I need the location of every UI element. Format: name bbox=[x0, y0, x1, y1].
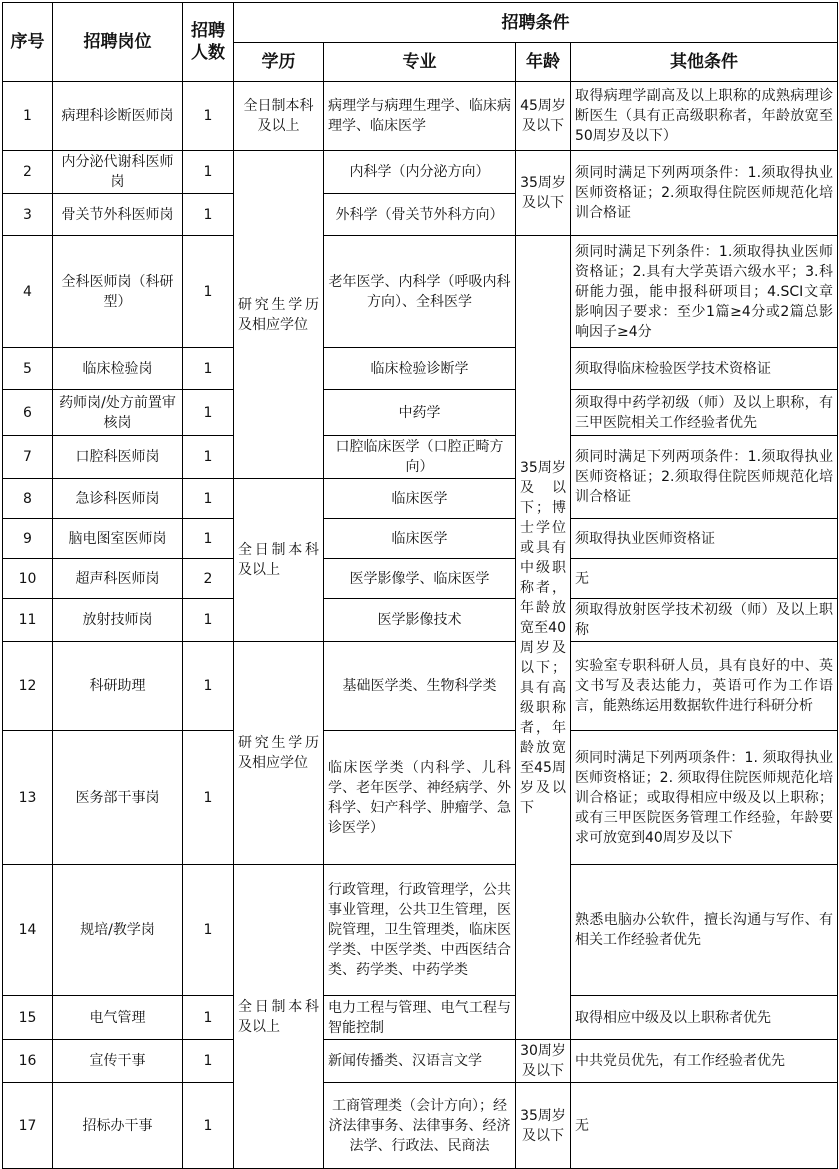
cell-position: 宣传干事 bbox=[53, 1040, 183, 1083]
header-conditions: 招聘条件 bbox=[234, 3, 838, 43]
table-row bbox=[3, 82, 838, 151]
cell-major: 基础医学类、生物科学类 bbox=[324, 642, 516, 731]
cell-position: 骨关节外科医师岗 bbox=[53, 194, 183, 236]
cell-major: 口腔临床医学（口腔正畸方向） bbox=[324, 436, 516, 479]
cell-position: 科研助理 bbox=[53, 642, 183, 731]
table-row bbox=[3, 390, 838, 436]
cell-other: 无 bbox=[571, 559, 838, 599]
cell-major: 内科学（内分泌方向） bbox=[324, 151, 516, 194]
cell-major: 工商管理类（会计方向）；经济法律事务、法律事务、经济法学、行政法、民商法 bbox=[324, 1083, 516, 1169]
table-row bbox=[3, 599, 838, 642]
cell-seq: 8 bbox=[3, 479, 53, 519]
cell-seq: 12 bbox=[3, 642, 53, 731]
cell-seq: 16 bbox=[3, 1040, 53, 1083]
table-row bbox=[3, 865, 838, 996]
cell-position: 急诊科医师岗 bbox=[53, 479, 183, 519]
cell-major: 新闻传播类、汉语言文学 bbox=[324, 1040, 516, 1083]
cell-other: 取得相应中级及以上职称者优先 bbox=[571, 996, 838, 1040]
cell-position: 规培/教学岗 bbox=[53, 865, 183, 996]
cell-other: 取得病理学副高及以上职称的成熟病理诊断医生（具有正高级职称者，年龄放宽至50周岁及以下） bbox=[571, 82, 838, 151]
cell-count: 1 bbox=[183, 1040, 234, 1083]
cell-major: 电力工程与管理、电气工程与智能控制 bbox=[324, 996, 516, 1040]
cell-major: 临床医学 bbox=[324, 519, 516, 559]
cell-age: 35周岁及以下；博士学位或具有中级职称者，年龄放宽至40周岁及以下；具有高级职称者，年龄放宽至45周岁及以下 bbox=[516, 236, 571, 1040]
cell-major: 医学影像技术 bbox=[324, 599, 516, 642]
cell-seq: 17 bbox=[3, 1083, 53, 1169]
cell-position: 脑电图室医师岗 bbox=[53, 519, 183, 559]
cell-other: 须取得中药学初级（师）及以上职称，有三甲医院相关工作经验者优先 bbox=[571, 390, 838, 436]
cell-other: 须取得执业医师资格证 bbox=[571, 519, 838, 559]
header-seq: 序号 bbox=[3, 3, 53, 82]
cell-position: 超声科医师岗 bbox=[53, 559, 183, 599]
cell-position: 病理科诊断医师岗 bbox=[53, 82, 183, 151]
cell-other: 中共党员优先，有工作经验者优先 bbox=[571, 1040, 838, 1083]
cell-count: 1 bbox=[183, 1083, 234, 1169]
cell-other: 无 bbox=[571, 1083, 838, 1169]
table-row bbox=[3, 996, 838, 1040]
cell-other: 实验室专职科研人员，具有良好的中、英文书写及表达能力，英语可作为工作语言，能熟练运用数据软件进行科研分析 bbox=[571, 642, 838, 731]
cell-count: 1 bbox=[183, 865, 234, 996]
header-other: 其他条件 bbox=[571, 43, 838, 82]
cell-seq: 5 bbox=[3, 348, 53, 390]
table-row bbox=[3, 559, 838, 599]
cell-other: 须取得放射医学技术初级（师）及以上职称 bbox=[571, 599, 838, 642]
cell-position: 招标办干事 bbox=[53, 1083, 183, 1169]
cell-count: 1 bbox=[183, 194, 234, 236]
table-row bbox=[3, 151, 838, 194]
cell-count: 1 bbox=[183, 519, 234, 559]
cell-education: 全日制本科及以上 bbox=[234, 865, 324, 1169]
cell-other: 须同时满足下列两项条件：1.须取得执业医师资格证；2.须取得住院医师规范化培训合格证 bbox=[571, 151, 838, 236]
header-education: 学历 bbox=[234, 43, 324, 82]
cell-major: 医学影像学、临床医学 bbox=[324, 559, 516, 599]
cell-count: 1 bbox=[183, 731, 234, 865]
header-position: 招聘岗位 bbox=[53, 3, 183, 82]
table-row bbox=[3, 436, 838, 479]
table-row bbox=[3, 236, 838, 348]
cell-major: 行政管理，行政管理学，公共事业管理，公共卫生管理，医院管理，卫生管理类，临床医学类、中医学类、中西医结合类、药学类、中药学类 bbox=[324, 865, 516, 996]
table-row bbox=[3, 731, 838, 865]
cell-age: 35周岁及以下 bbox=[516, 1083, 571, 1169]
cell-count: 2 bbox=[183, 559, 234, 599]
cell-count: 1 bbox=[183, 236, 234, 348]
cell-education: 全日制本科及以上 bbox=[234, 82, 324, 151]
cell-count: 1 bbox=[183, 348, 234, 390]
cell-seq: 1 bbox=[3, 82, 53, 151]
cell-seq: 2 bbox=[3, 151, 53, 194]
cell-seq: 3 bbox=[3, 194, 53, 236]
cell-other: 须同时满足下列条件：1.须取得执业医师资格证；2.具有大学英语六级水平；3.科研能力强，能申报科研项目；4.SCI文章影响因子要求：至少1篇≥4分或2篇总影响因子≥4分 bbox=[571, 236, 838, 348]
cell-major: 老年医学、内科学（呼吸内科方向）、全科医学 bbox=[324, 236, 516, 348]
cell-count: 1 bbox=[183, 642, 234, 731]
cell-seq: 11 bbox=[3, 599, 53, 642]
cell-position: 临床检验岗 bbox=[53, 348, 183, 390]
cell-count: 1 bbox=[183, 436, 234, 479]
cell-seq: 9 bbox=[3, 519, 53, 559]
cell-seq: 10 bbox=[3, 559, 53, 599]
cell-position: 放射技师岗 bbox=[53, 599, 183, 642]
cell-position: 口腔科医师岗 bbox=[53, 436, 183, 479]
cell-count: 1 bbox=[183, 479, 234, 519]
cell-age: 35周岁及以下 bbox=[516, 151, 571, 236]
cell-major: 临床检验诊断学 bbox=[324, 348, 516, 390]
cell-position: 药师岗/处方前置审核岗 bbox=[53, 390, 183, 436]
cell-position: 电气管理 bbox=[53, 996, 183, 1040]
table-row bbox=[3, 519, 838, 559]
table-row bbox=[3, 348, 838, 390]
table-row bbox=[3, 1040, 838, 1083]
cell-education: 研究生学历及相应学位 bbox=[234, 151, 324, 479]
cell-education: 全日制本科及以上 bbox=[234, 479, 324, 642]
cell-count: 1 bbox=[183, 151, 234, 194]
cell-count: 1 bbox=[183, 599, 234, 642]
cell-count: 1 bbox=[183, 390, 234, 436]
cell-count: 1 bbox=[183, 996, 234, 1040]
cell-seq: 14 bbox=[3, 865, 53, 996]
cell-count: 1 bbox=[183, 82, 234, 151]
cell-other: 须取得临床检验医学技术资格证 bbox=[571, 348, 838, 390]
cell-major: 病理学与病理生理学、临床病理学、临床医学 bbox=[324, 82, 516, 151]
cell-position: 医务部干事岗 bbox=[53, 731, 183, 865]
cell-age: 30周岁及以下 bbox=[516, 1040, 571, 1083]
cell-education: 研究生学历及相应学位 bbox=[234, 642, 324, 865]
cell-major: 临床医学 bbox=[324, 479, 516, 519]
table-row bbox=[3, 1083, 838, 1169]
cell-seq: 13 bbox=[3, 731, 53, 865]
cell-major: 中药学 bbox=[324, 390, 516, 436]
header-age: 年龄 bbox=[516, 43, 571, 82]
header-major: 专业 bbox=[324, 43, 516, 82]
table-row bbox=[3, 642, 838, 731]
header-count: 招聘人数 bbox=[183, 3, 234, 82]
cell-seq: 15 bbox=[3, 996, 53, 1040]
cell-position: 全科医师岗（科研型） bbox=[53, 236, 183, 348]
cell-seq: 7 bbox=[3, 436, 53, 479]
recruitment-table bbox=[2, 2, 838, 1169]
cell-other: 须同时满足下列两项条件：1.须取得执业医师资格证；2.须取得住院医师规范化培训合格证 bbox=[571, 436, 838, 519]
cell-other: 熟悉电脑办公软件，擅长沟通与写作、有相关工作经验者优先 bbox=[571, 865, 838, 996]
cell-seq: 6 bbox=[3, 390, 53, 436]
cell-major: 外科学（骨关节外科方向） bbox=[324, 194, 516, 236]
cell-position: 内分泌代谢科医师岗 bbox=[53, 151, 183, 194]
cell-age: 45周岁及以下 bbox=[516, 82, 571, 151]
cell-other: 须同时满足下列两项条件：1. 须取得执业医师资格证；2. 须取得住院医师规范化培训合格证；或取得相应中级及以上职称；或有三甲医院医务管理工作经验，年龄要求可放宽到40周岁及以下 bbox=[571, 731, 838, 865]
cell-seq: 4 bbox=[3, 236, 53, 348]
cell-major: 临床医学类（内科学、儿科学、老年医学、神经病学、外科学、妇产科学、肿瘤学、急诊医学） bbox=[324, 731, 516, 865]
